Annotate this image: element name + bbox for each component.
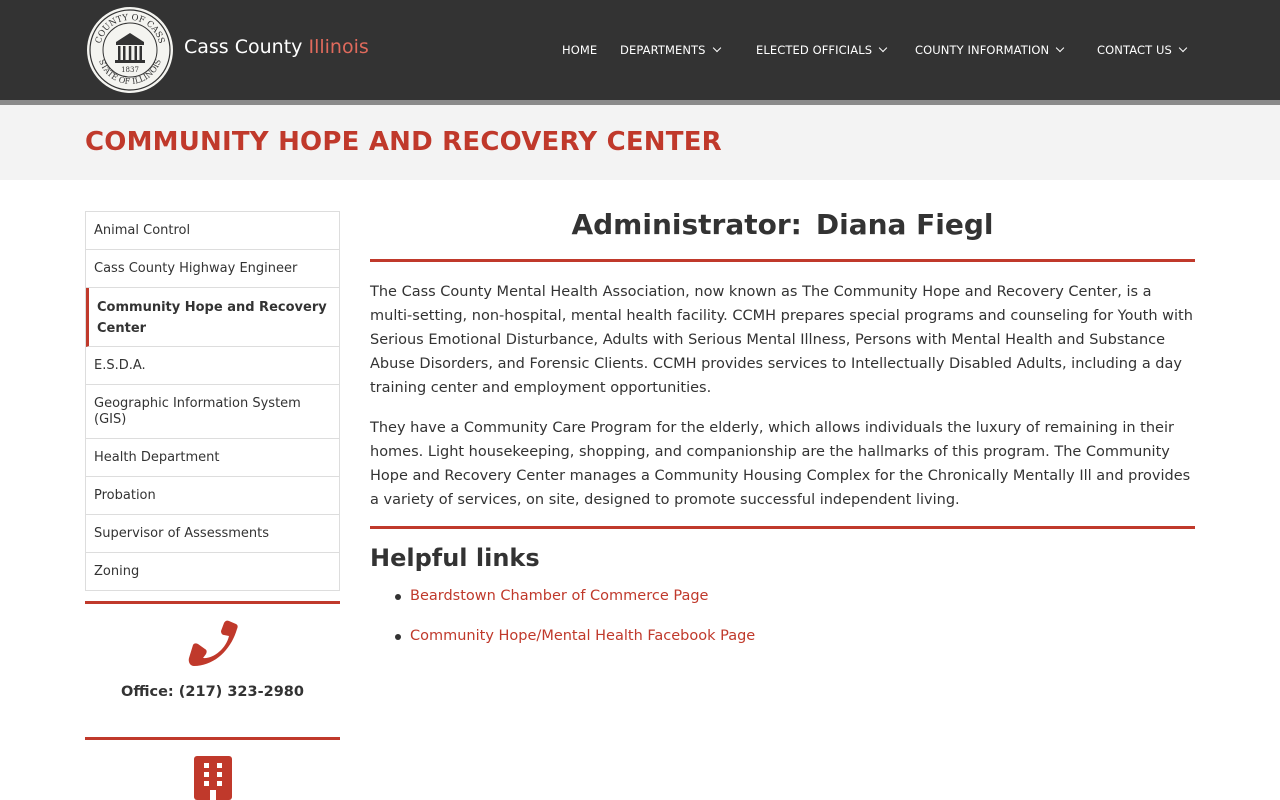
chevron-down-icon <box>879 44 887 52</box>
administrator-name: Diana Fiegl <box>815 208 994 241</box>
nav-elected-officials[interactable] <box>756 43 886 57</box>
sidebar-item-probation[interactable]: Probation <box>86 477 339 515</box>
sidebar-item-community-hope[interactable]: Community Hope and Recovery Center <box>86 288 339 347</box>
page-title-band <box>0 105 1280 180</box>
nav-elected-officials-label: ELECTED OFFICIALS <box>756 43 873 57</box>
office-phone-number: Office: (217) 323-2980 <box>121 684 304 700</box>
brand-name: Cass County <box>184 36 303 58</box>
address-widget-rule <box>85 737 340 740</box>
content-divider-top <box>370 259 1195 262</box>
helpful-links-heading: Helpful links <box>370 544 540 572</box>
page-title: COMMUNITY HOPE AND RECOVERY CENTER <box>85 127 722 157</box>
administrator-label: Administrator: <box>571 208 802 241</box>
description-paragraph-2: They have a Community Care Program for the elderly, which allows individuals the luxury of remaining in their homes. Light housekeeping, shopping, and companionship are the hallmarks of this program. The Community Hope and Recovery Center manages a Community Housing Complex for the Chronically Mentally Ill and provides a variety of services, on site, designed to promote successful independent living. <box>370 420 1191 508</box>
chevron-down-icon <box>712 44 720 52</box>
content-divider-bottom <box>370 526 1195 529</box>
nav-home-label: HOME <box>562 43 598 57</box>
sidebar-item-health-department[interactable]: Health Department <box>86 439 339 477</box>
chevron-down-icon <box>1179 44 1187 52</box>
phone-widget-rule <box>85 601 340 604</box>
nav-contact-us-label: CONTACT US <box>1097 43 1172 57</box>
sidebar-item-animal-control[interactable]: Animal Control <box>86 212 339 250</box>
link-community-hope-facebook[interactable]: Community Hope/Mental Health Facebook Page <box>410 628 756 644</box>
helpful-links-list <box>410 584 755 664</box>
svg-text:1837: 1837 <box>121 66 139 74</box>
building-icon <box>194 756 232 800</box>
description-paragraph-1: The Cass County Mental Health Association, now known as The Community Hope and Recovery Center, is a multi-setting, non-hospital, mental health facility. CCMH prepares special programs and counseling for Youth with Serious Emotional Disturbance, Adults with Serious Mental Illness, Persons with Mental Health and Substance Abuse Disorders, and Forensic Clients. CCMH provides services to Intellectually Disabled Adults, including a day training center and employment opportunities. <box>370 284 1193 396</box>
nav-county-information[interactable] <box>915 43 1063 57</box>
phone-icon <box>186 618 240 670</box>
sidebar-item-supervisor-assessments[interactable]: Supervisor of Assessments <box>86 515 339 553</box>
list-item <box>410 624 755 648</box>
link-beardstown-chamber[interactable]: Beardstown Chamber of Commerce Page <box>410 588 709 604</box>
svg-text:STATE OF ILLINOIS: STATE OF ILLINOIS <box>97 58 163 87</box>
nav-departments[interactable] <box>620 43 720 57</box>
sidebar-menu <box>85 211 340 591</box>
main-nav <box>0 43 1280 59</box>
nav-contact-us[interactable] <box>1097 43 1186 57</box>
sidebar-item-esda[interactable]: E.S.D.A. <box>86 347 339 385</box>
sidebar-item-highway-engineer[interactable]: Cass County Highway Engineer <box>86 250 339 288</box>
list-item <box>410 584 755 608</box>
sidebar-item-gis[interactable]: Geographic Information System (GIS) <box>86 385 339 439</box>
nav-county-information-label: COUNTY INFORMATION <box>915 43 1050 57</box>
nav-home[interactable] <box>562 43 597 57</box>
svg-text:COUNTY OF CASS: COUNTY OF CASS <box>93 12 167 45</box>
brand-accent: Illinois <box>308 36 369 58</box>
site-header <box>0 0 1280 100</box>
administrator-heading <box>370 208 1195 241</box>
sidebar-item-zoning[interactable]: Zoning <box>94 564 140 579</box>
nav-departments-label: DEPARTMENTS <box>620 43 706 57</box>
chevron-down-icon <box>1056 44 1064 52</box>
